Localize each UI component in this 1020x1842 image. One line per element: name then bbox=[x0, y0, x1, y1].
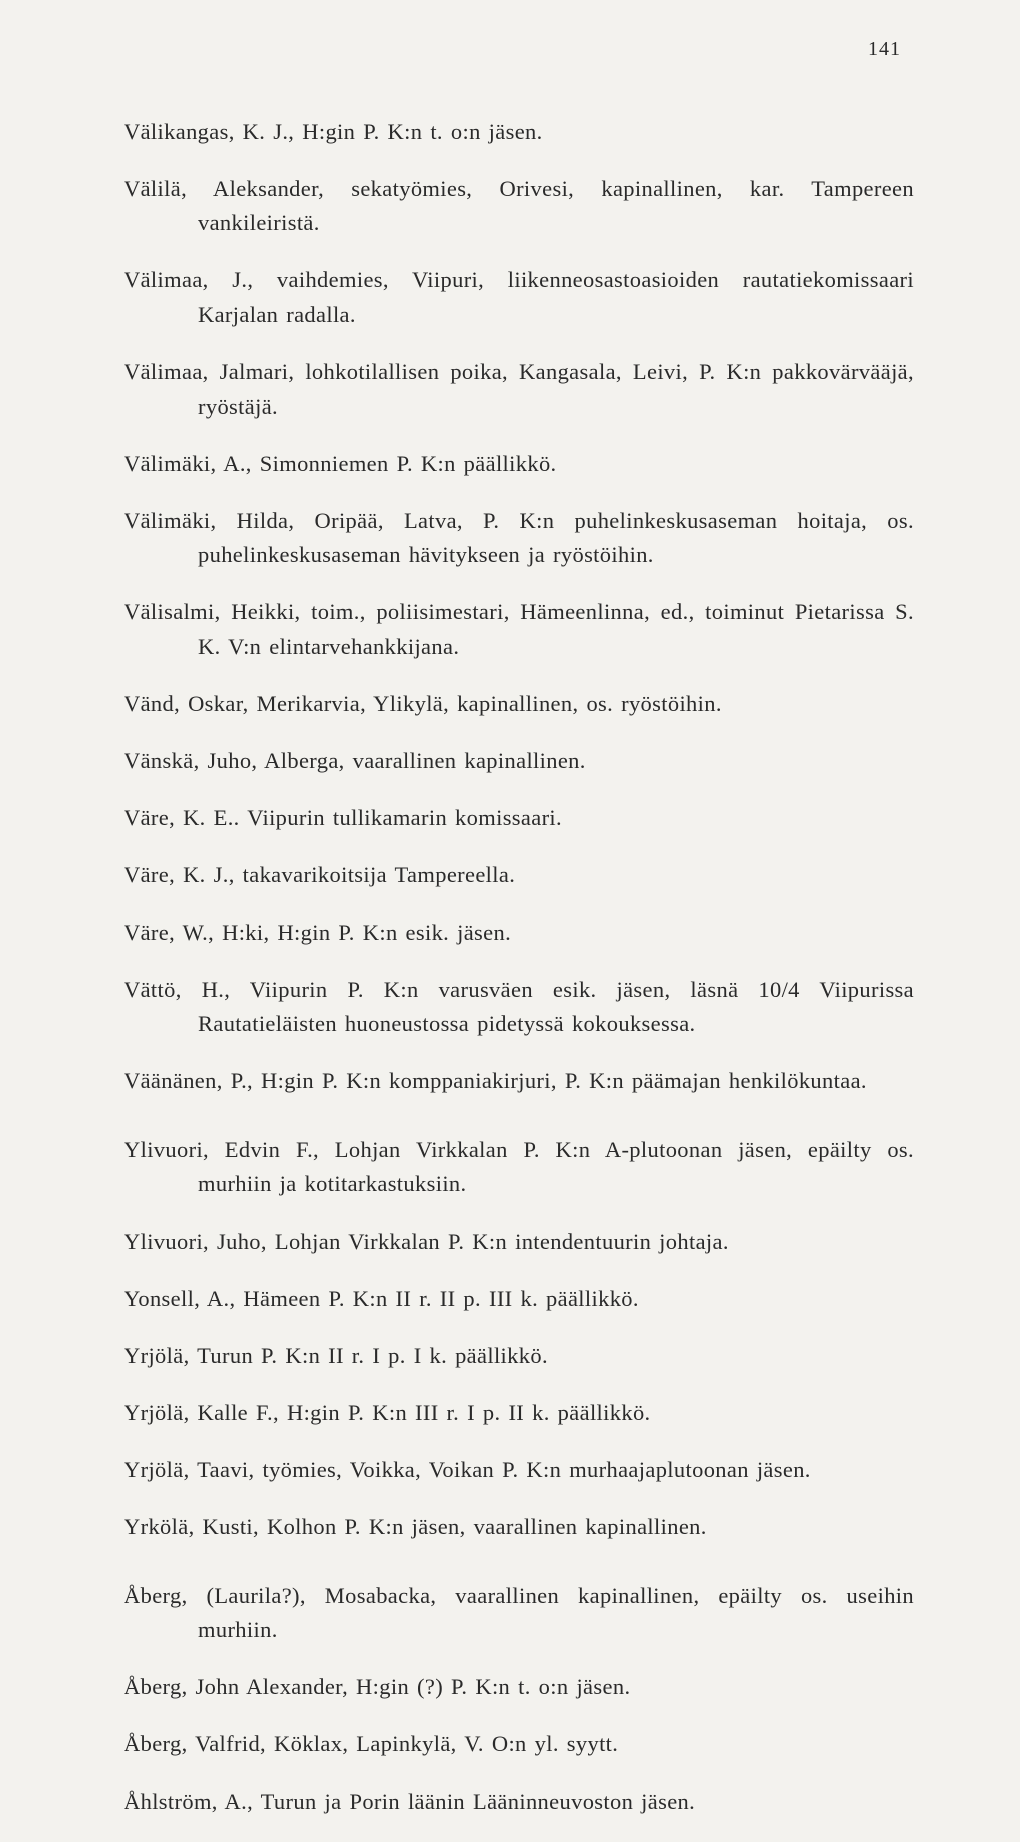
entry: Välisalmi, Heikki, toim., poliisimestari, Hämeenlinna, ed., toiminut Pietarissa S. K. V:n elintarvehankkijana. bbox=[124, 599, 914, 660]
entry: Väre, K. E.. Viipurin tullikamarin komissaari. bbox=[124, 805, 562, 831]
entry: Välimäki, A., Simonniemen P. K:n päällikkö. bbox=[124, 450, 557, 476]
entry: Välikangas, K. J., H:gin P. K:n t. o:n jäsen. bbox=[124, 118, 543, 144]
entry: Väre, W., H:ki, H:gin P. K:n esik. jäsen. bbox=[124, 919, 512, 945]
entry-group-y bbox=[124, 1133, 914, 1545]
entry: Vättö, H., Viipurin P. K:n varusväen esik. jäsen, läsnä 10/4 Viipurissa Rautatieläisten huoneustossa pidetyssä kokouksessa. bbox=[124, 976, 914, 1037]
entry-list bbox=[124, 92, 914, 1842]
entry: Åberg, John Alexander, H:gin (?) P. K:n t. o:n jäsen. bbox=[124, 1674, 631, 1700]
entry-group-a-ring bbox=[124, 1579, 914, 1819]
entry: Välilä, Aleksander, sekatyömies, Orivesi, kapinallinen, kar. Tampereen vankileiristä. bbox=[124, 175, 914, 236]
entry: Åhlström, A., Turun ja Porin läänin Lääninneuvoston jäsen. bbox=[124, 1788, 696, 1814]
entry: Ylivuori, Juho, Lohjan Virkkalan P. K:n intendentuurin johtaja. bbox=[124, 1228, 729, 1254]
entry: Åberg, (Laurila?), Mosabacka, vaarallinen kapinallinen, epäilty os. useihin murhiin. bbox=[124, 1582, 914, 1643]
entry: Yrkölä, Kusti, Kolhon P. K:n jäsen, vaarallinen kapinallinen. bbox=[124, 1514, 707, 1540]
entry: Åberg, Valfrid, Köklax, Lapinkylä, V. O:n yl. syytt. bbox=[124, 1731, 619, 1757]
entry: Väänänen, P., H:gin P. K:n komppaniakirjuri, P. K:n päämajan henkilökuntaa. bbox=[124, 1068, 867, 1094]
entry: Välimaa, Jalmari, lohkotilallisen poika, Kangasala, Leivi, P. K:n pakkovärvääjä, ryöstäjä. bbox=[124, 358, 914, 419]
entry-group-v bbox=[124, 115, 914, 1099]
entry: Ylivuori, Edvin F., Lohjan Virkkalan P. K:n A-plutoonan jäsen, epäilty os. murhiin ja kotitarkastuksiin. bbox=[124, 1136, 914, 1197]
entry: Välimaa, J., vaihdemies, Viipuri, liikenneosastoasioiden rautatiekomissaari Karjalan radalla. bbox=[124, 267, 914, 327]
entry: Väre, K. J., takavarikoitsija Tampereella. bbox=[124, 862, 516, 888]
entry: Vänd, Oskar, Merikarvia, Ylikylä, kapinallinen, os. ryöstöihin. bbox=[124, 691, 722, 717]
entry: Yrjölä, Taavi, työmies, Voikka, Voikan P. K:n murhaajaplutoonan jäsen. bbox=[124, 1456, 811, 1482]
entry: Vänskä, Juho, Alberga, vaarallinen kapinallinen. bbox=[124, 748, 586, 774]
entry: Välimäki, Hilda, Oripää, Latva, P. K:n puhelinkeskusaseman hoitaja, os. puhelinkeskusaseman hävitykseen ja ryöstöihin. bbox=[124, 507, 914, 568]
entry: Yonsell, A., Hämeen P. K:n II r. II p. III k. päällikkö. bbox=[124, 1285, 639, 1311]
entry: Yrjölä, Kalle F., H:gin P. K:n III r. I p. II k. päällikkö. bbox=[124, 1399, 651, 1425]
page-number: 141 bbox=[868, 38, 901, 60]
entry: Yrjölä, Turun P. K:n II r. I p. I k. päällikkö. bbox=[124, 1342, 548, 1368]
